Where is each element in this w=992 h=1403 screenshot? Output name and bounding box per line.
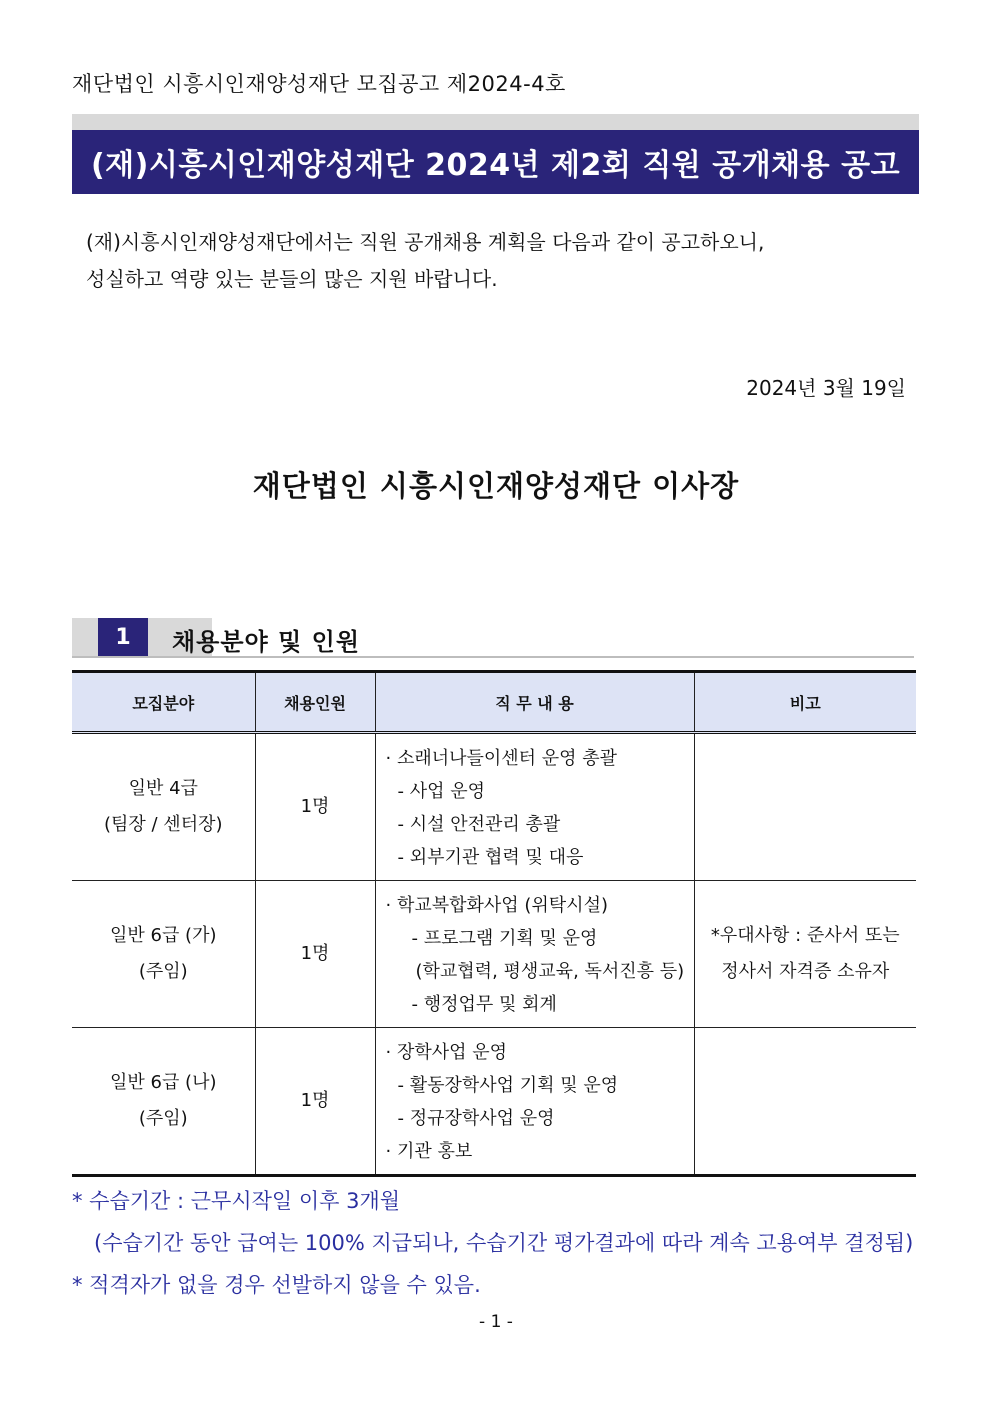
probation-detail: (수습기간 동안 급여는 100% 지급되나, 수습기간 평가결과에 따라 계속 고용여부 결정됨): [94, 1231, 914, 1255]
duty-subitem: - 정규장학사업 운영: [397, 1108, 555, 1129]
duty-item: · 소래너나들이센터 운영 총괄: [385, 748, 618, 769]
header-duties: 직 무 내 용: [375, 672, 694, 733]
field-grade: 일반 6급 (나): [110, 1072, 217, 1093]
note-line-2: 정사서 자격증 소유자: [721, 961, 890, 982]
section-rule: [72, 656, 914, 658]
note-line-1: *우대사항 : 준사서 또는: [710, 925, 900, 946]
duty-subitem: - 행정업무 및 회계: [411, 994, 557, 1015]
table-header-row: [72, 672, 916, 733]
header-field: 모집분야: [72, 672, 255, 733]
intro-paragraph: [86, 224, 764, 298]
duties-cell: [375, 881, 694, 1028]
table-row: [72, 881, 916, 1028]
probation-note: * 수습기간 : 근무시작일 이후 3개월: [72, 1189, 401, 1213]
notice-date: 2024년 3월 19일: [746, 376, 906, 400]
title-band: [72, 114, 919, 194]
page-number: - 1 -: [479, 1312, 513, 1332]
duty-subitem: - 시설 안전관리 총괄: [397, 814, 561, 835]
note-cell: [694, 881, 916, 1028]
field-position: (팀장 / 센터장): [104, 814, 223, 835]
field-grade: 일반 4급: [128, 778, 198, 799]
duty-subitem: - 사업 운영: [397, 781, 485, 802]
duty-subitem: - 외부기관 협력 및 대응: [397, 847, 584, 868]
issuer: 재단법인 시흥시인재양성재단 이사장: [252, 469, 740, 503]
duty-subitem: - 활동장학사업 기획 및 운영: [397, 1075, 619, 1096]
duties-cell: [375, 1028, 694, 1176]
duty-item: · 학교복합화사업 (위탁시설): [385, 895, 608, 916]
table-row: [72, 1028, 916, 1176]
intro-line-1: (재)시흥시인재양성재단에서는 직원 공개채용 계획을 다음과 같이 공고하오니,: [86, 230, 765, 254]
header-note: 비고: [694, 672, 916, 733]
field-cell: [72, 733, 255, 881]
field-position: (주임): [138, 961, 188, 982]
field-cell: [72, 1028, 255, 1176]
no-selection-note: * 적격자가 없을 경우 선발하지 않을 수 있음.: [72, 1273, 481, 1297]
field-position: (주임): [138, 1108, 188, 1129]
count-cell: 1명: [255, 881, 375, 1028]
duty-item: · 장학사업 운영: [385, 1042, 507, 1063]
field-grade: 일반 6급 (가): [110, 925, 217, 946]
section-number: 1: [98, 618, 148, 656]
intro-line-2: 성실하고 역량 있는 분들의 많은 지원 바랍니다.: [86, 267, 498, 291]
footnotes: [72, 1180, 913, 1306]
notice-number: 재단법인 시흥시인재양성재단 모집공고 제2024-4호: [72, 72, 566, 96]
count-cell: 1명: [255, 1028, 375, 1176]
section-heading: [72, 618, 914, 658]
document-title: (재)시흥시인재양성재단 2024년 제2회 직원 공개채용 공고: [72, 130, 919, 194]
count-cell: 1명: [255, 733, 375, 881]
note-cell: [694, 1028, 916, 1176]
duty-item: · 기관 홍보: [385, 1141, 473, 1162]
duty-subitem: - 프로그램 기획 및 운영: [411, 928, 598, 949]
duty-detail: (학교협력, 평생교육, 독서진흥 등): [415, 961, 685, 982]
header-count: 채용인원: [255, 672, 375, 733]
field-cell: [72, 881, 255, 1028]
section-title: 채용분야 및 인원: [172, 628, 360, 656]
note-cell: [694, 733, 916, 881]
table-row: [72, 733, 916, 881]
duties-cell: [375, 733, 694, 881]
recruitment-table: [72, 670, 916, 1177]
